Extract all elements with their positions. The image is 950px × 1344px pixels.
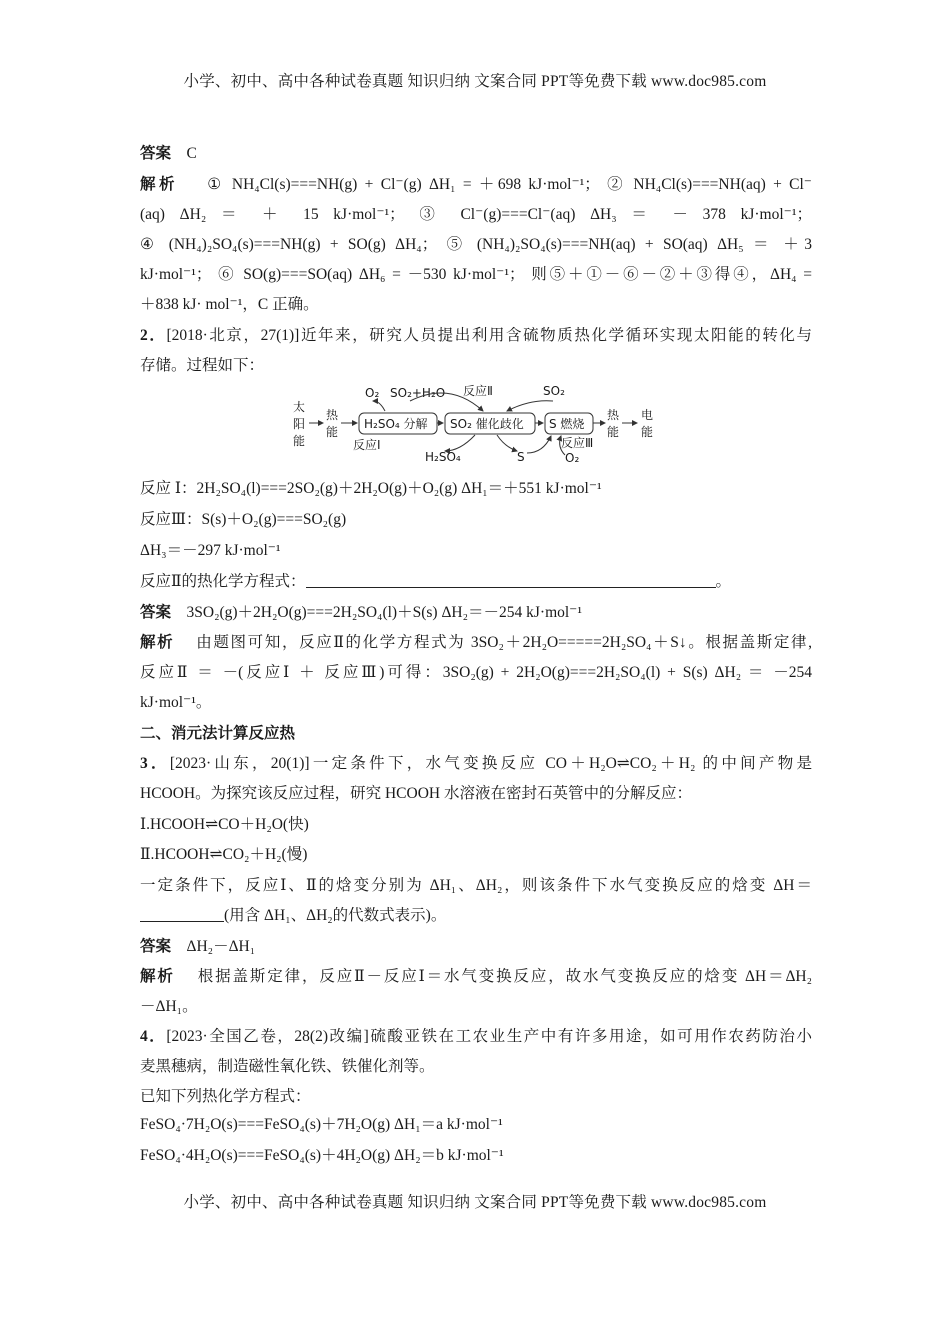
q3-answer: [140, 937, 812, 957]
q1-final: ＋838 kJ· mol⁻¹，C 正确。: [140, 296, 319, 313]
q2-ask-end: 。: [715, 573, 732, 590]
top-o2-label: O₂: [365, 386, 380, 400]
q4-source: [2023·全国乙卷，28(2)改编]: [166, 1028, 369, 1045]
solar-char-2: 阳: [293, 417, 306, 431]
q1-analysis-label: 解析: [140, 176, 178, 193]
q2-reaction1-label: 反应 Ⅰ：: [140, 480, 197, 497]
q3-number: 3．: [140, 755, 170, 772]
q3-stem-2: HCOOH。为探究该反应过程，研究 HCOOH 水溶液在密封石英管中的分解反应：: [140, 785, 692, 802]
bottom-s-label: S: [517, 450, 525, 464]
q2-reaction3-equation: S(s)＋O₂(g)===SO₂(g): [201, 511, 347, 528]
q3-analysis-2: －ΔH₁。: [140, 998, 198, 1015]
q4-known: 已知下列热化学方程式：: [140, 1088, 311, 1105]
q2-analysis-line-1: [140, 633, 812, 653]
q2-answer: [140, 603, 812, 623]
q1-answer-value: C: [186, 145, 197, 162]
q2-stem-2: 存储。过程如下：: [140, 357, 265, 374]
top-so2-h2o-label: SO₂+H₂O: [390, 386, 446, 400]
thermochemical-cycle-diagram: [285, 381, 665, 467]
q2-answer-blank[interactable]: [306, 572, 716, 588]
heat-in-char-2: 能: [326, 425, 339, 439]
bottom-h2so4-label: H₂SO₄: [425, 450, 461, 464]
q3-stem-1: 一定条件下，水气变换反应 CO＋H₂O⇌CO₂＋H₂ 的中间产物是: [309, 755, 812, 772]
q2-analysis-label: 解析: [140, 634, 175, 651]
box3-label: S 燃烧: [549, 417, 585, 431]
q3-analysis-1: 根据盖斯定律，反应Ⅱ－反应Ⅰ＝水气变换反应，故水气变换反应的焓变 ΔH＝ΔH₂: [197, 968, 813, 985]
q4-stem-2: 麦黑穗病，制造磁性氧化铁、铁催化剂等。: [140, 1058, 435, 1075]
q2-number: 2．: [140, 327, 167, 344]
arc-o2-out: [373, 401, 385, 411]
q1-analysis-line-4: [140, 265, 812, 285]
q2-reaction-1: [140, 479, 812, 499]
q3-reaction-1: Ⅰ.HCOOH⇌CO＋H₂O(快): [140, 816, 309, 833]
q3-answer-value: ΔH₂－ΔH₁: [186, 938, 256, 955]
q3-source: [2023·山东，20(1)]: [169, 755, 310, 772]
heat-out-char-2: 能: [607, 425, 620, 439]
q3-analysis-label: 解析: [140, 968, 175, 985]
page-header: 小学、初中、高中各种试卷真题 知识归纳 文案合同 PPT等免费下载 www.doc985.com: [183, 73, 767, 90]
q3-stem-4: (用含 ΔH₁、ΔH₂的代数式表示)。: [224, 907, 447, 924]
arc-s-to-box3: [527, 436, 551, 453]
q2-analysis-1: 由题图可知，反应Ⅱ的化学方程式为 3SO₂＋2H₂O=====2H₂SO₄＋S↓。根据盖斯定律,: [196, 634, 812, 651]
bottom-reaction3-label: 反应Ⅲ: [561, 436, 594, 450]
q4-equation-1: FeSO₄·7H₂O(s)===FeSO₄(s)＋7H₂O(g) ΔH₁＝a kJ·mol⁻¹: [140, 1116, 503, 1133]
solar-char-1: 太: [293, 400, 306, 414]
q2-ask-text: 反应Ⅱ的热化学方程式：: [140, 573, 306, 590]
section-2-title: 二、消元法计算反应热: [140, 725, 296, 742]
bottom-o2-label: O₂: [565, 451, 580, 465]
q2-stem-line-1: [140, 326, 812, 346]
q2-ask: [140, 572, 812, 592]
q3-reaction-2: Ⅱ.HCOOH⇌CO₂＋H₂(慢): [140, 846, 308, 863]
q1-analysis-line-3: [140, 235, 812, 255]
q4-number: 4．: [140, 1028, 167, 1045]
q2-reaction1-equation: 2H₂SO₄(l)===2SO₂(g)＋2H₂O(g)＋O₂(g) ΔH₁＝＋551 kJ·mol⁻¹: [196, 480, 602, 497]
q1-step-4: ④ (NH₄)₂SO₄(s)===NH(g) + SO(g) ΔH₄；: [140, 236, 438, 253]
q2-source: [2018·北京，27(1)]: [166, 327, 300, 344]
q2-reaction3-label: 反应Ⅲ：: [140, 511, 202, 528]
q2-answer-value: 3SO₂(g)＋2H₂O(g)===2H₂SO₄(l)＋S(s) ΔH₂＝－254 kJ·mol⁻¹: [186, 604, 583, 621]
q1-step-5a: ⑤ (NH₄)₂SO₄(s)===NH(aq) + SO(aq) ΔH₅ ＝ ＋3: [446, 236, 813, 253]
box1-label: H₂SO₄ 分解: [364, 417, 428, 431]
heat-out-char-1: 热: [607, 408, 620, 422]
q1-conclusion: 则⑤＋①－⑥－②＋③得④，ΔH₄ =: [531, 266, 813, 283]
solar-char-3: 能: [293, 434, 306, 448]
q2-stem-1: 近年来，研究人员提出利用含硫物质热化学循环实现太阳能的转化与: [299, 327, 812, 344]
q1-step-5b: kJ·mol⁻¹；: [140, 266, 212, 283]
q3-answer-blank[interactable]: [140, 906, 224, 922]
arc-s-out: [497, 435, 517, 451]
arc-h2so4-out: [445, 435, 475, 451]
q2-analysis-2: 反应Ⅱ ＝ －(反应Ⅰ ＋ 反应Ⅲ)可得：3SO₂(g) + 2H₂O(g)===2H₂SO₄(l) + S(s) ΔH₂ ＝ －254: [140, 664, 812, 681]
bottom-reaction1-label: 反应Ⅰ: [353, 438, 381, 452]
q1-step-6: ⑥ SO(g)===SO(aq) ΔH₆ = －530 kJ·mol⁻¹；: [218, 266, 525, 283]
q1-answer-label: 答案: [140, 145, 172, 162]
top-reaction2-label: 反应Ⅱ: [463, 384, 493, 398]
q1-analysis-line-2: [140, 205, 812, 225]
q1-step-2a: ② NH₄Cl(s)===NH(aq) + Cl⁻: [607, 176, 812, 193]
q3-stem-3: 一定条件下，反应Ⅰ、Ⅱ的焓变分别为 ΔH₁、ΔH₂，则该条件下水气变换反应的焓变 ΔH＝: [140, 877, 812, 894]
q4-equation-2: FeSO₄·4H₂O(s)===FeSO₄(s)＋4H₂O(g) ΔH₂＝b kJ·mol⁻¹: [140, 1147, 504, 1164]
electric-char-1: 电: [641, 408, 654, 422]
q3-stem-line-1: [140, 754, 812, 774]
q3-answer-label: 答案: [140, 938, 172, 955]
q3-stem-line-4: [140, 906, 812, 926]
q1-step-1: ① NH₄Cl(s)===NH(g) + Cl⁻(g) ΔH₁ = ＋698 kJ·mol⁻¹；: [207, 176, 600, 193]
q1-step-2b: (aq) ΔH₂ ＝ ＋ 15 kJ·mol⁻¹；: [140, 206, 405, 223]
top-so2-label: SO₂: [543, 384, 565, 398]
q1-answer: [140, 144, 812, 164]
q2-answer-label: 答案: [140, 604, 172, 621]
heat-in-char-1: 热: [326, 408, 339, 422]
arc-so2-to-box2: [507, 401, 553, 411]
box2-label: SO₂ 催化歧化: [450, 417, 524, 431]
q2-reaction-3: [140, 510, 812, 530]
q2-analysis-3: kJ·mol⁻¹。: [140, 694, 212, 711]
q3-analysis-line-1: [140, 967, 812, 987]
q4-stem-line-1: [140, 1027, 812, 1047]
page-footer: 小学、初中、高中各种试卷真题 知识归纳 文案合同 PPT等免费下载 www.doc985.com: [183, 1194, 767, 1211]
q1-step-3: ③ Cl⁻(g)===Cl⁻(aq) ΔH₃ ＝ － 378 kJ·mol⁻¹；: [419, 206, 813, 223]
q4-stem-1: 硫酸亚铁在工农业生产中有许多用途，如可用作农药防治小: [368, 1028, 812, 1045]
q2-dh3: ΔH₃＝－297 kJ·mol⁻¹: [140, 542, 281, 559]
q1-analysis-line-1: [140, 175, 812, 195]
electric-char-2: 能: [641, 425, 654, 439]
